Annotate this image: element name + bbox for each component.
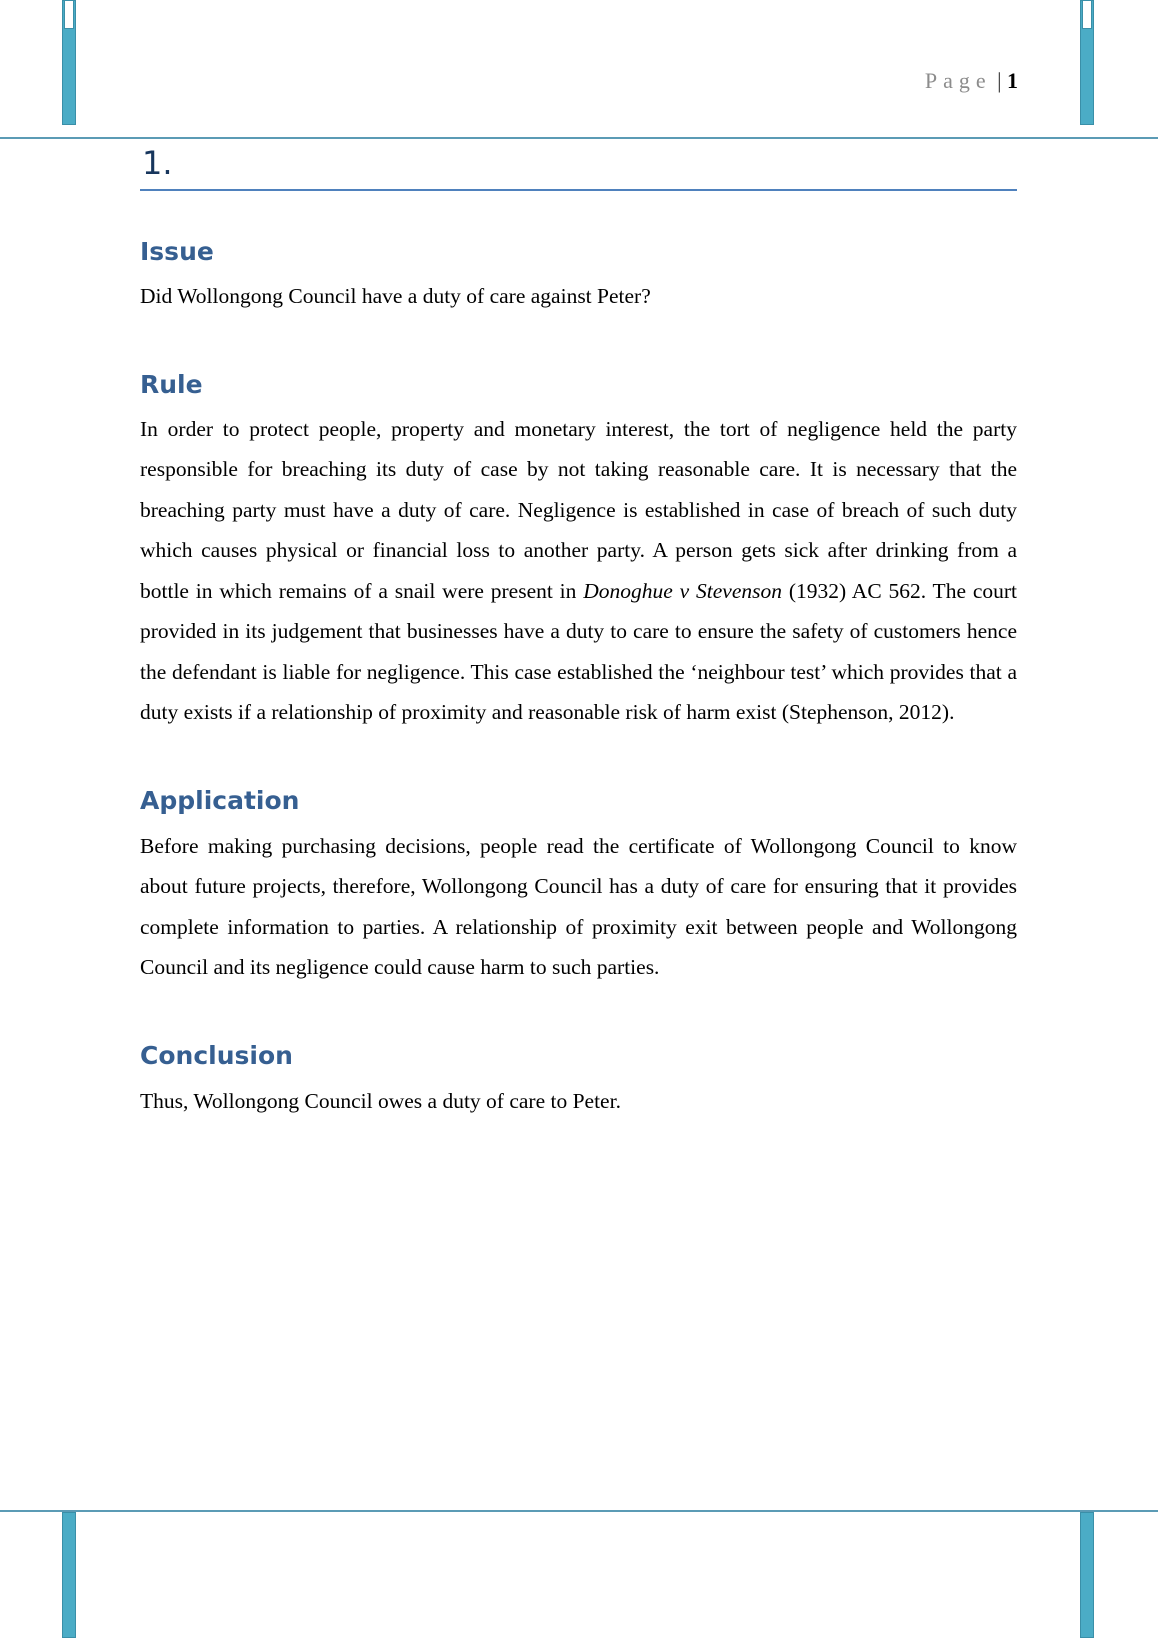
issue-paragraph: Did Wollongong Council have a duty of care against Peter? [140,284,651,308]
application-paragraph: Before making purchasing decisions, people read the certificate of Wollongong Council to know about future projects, therefore, Wollongong Council has a duty of care for ensuring that it provides complete information to parties. A relationship of proximity exit between people and Wollongong Council and its negligence could cause harm to such parties. [140,833,1017,979]
header-right-bar-notch [1082,1,1092,29]
document-body [140,138,1017,1121]
application-heading: Application [140,785,300,815]
case-citation: Donoghue v Stevenson [583,578,782,603]
footer-rule [0,1510,1158,1512]
issue-heading: Issue [140,237,214,266]
rule-text-before-case: In order to protect people, property and monetary interest, the tort of negligence held the party responsible for breaching its duty of case by not taking reasonable care. It is necessary that the breaching party must have a duty of care. Negligence is established in case of breach of such duty which causes physical or financial loss to another party. A person gets sick after drinking from a bottle in which remains of a snail were present in [140,416,1017,603]
page-number: 1 [1007,68,1018,93]
rule-text-after-case: (1932) AC 562. The court provided in its judgement that businesses have a duty to care to ensure the safety of customers hence the defendant is liable for negligence. This case established the ‘neighbour test’ which provides that a duty exists if a relationship of proximity and reasonable risk of harm exist (Stephenson, 2012). [140,578,1017,724]
header-left-bar-notch [64,1,74,29]
page-word: Page [924,68,992,93]
page-separator: | [997,68,1002,93]
header-right-bar [1080,0,1094,125]
rule-paragraph [140,409,1017,733]
page-number-label [925,66,1018,96]
section-number-heading: 1. [140,138,1017,191]
footer-left-bar [62,1512,76,1638]
footer-right-bar [1080,1512,1094,1638]
header-left-bar [62,0,76,125]
conclusion-heading: Conclusion [140,1040,293,1070]
rule-heading: Rule [140,369,203,399]
conclusion-paragraph: Thus, Wollongong Council owes a duty of care to Peter. [140,1088,621,1113]
